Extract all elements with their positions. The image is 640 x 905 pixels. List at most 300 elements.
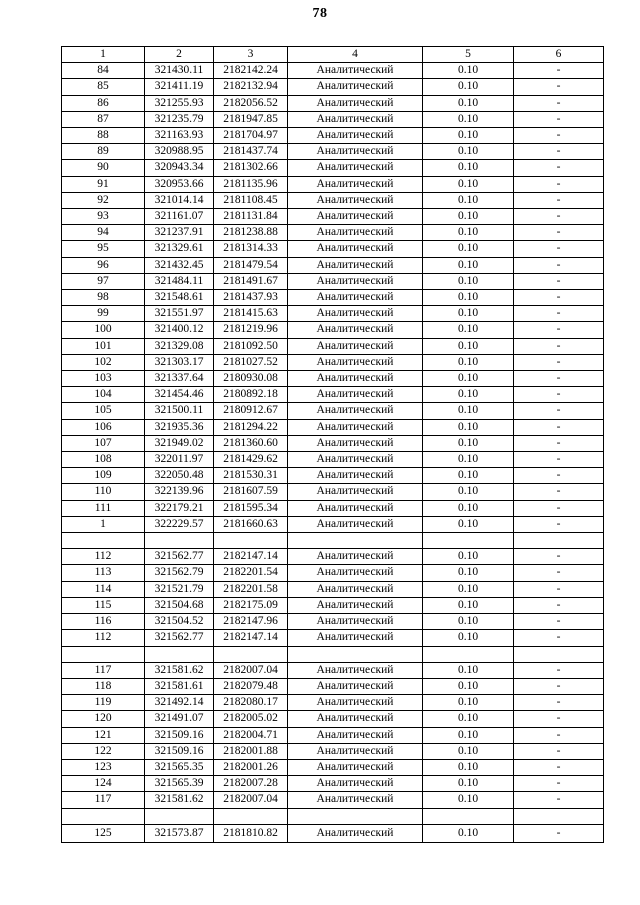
- table-cell: 0.10: [423, 225, 514, 241]
- table-cell: Аналитический: [288, 273, 423, 289]
- table-cell: 321411.19: [145, 79, 214, 95]
- table-cell: 321581.62: [145, 792, 214, 808]
- table-cell: 321491.07: [145, 711, 214, 727]
- table-cell-empty: [145, 533, 214, 549]
- table-cell: 2182175.09: [214, 597, 288, 613]
- table-cell: Аналитический: [288, 792, 423, 808]
- table-cell: 2181437.93: [214, 290, 288, 306]
- table-cell: 0.10: [423, 500, 514, 516]
- column-header: 4: [288, 47, 423, 63]
- table-cell-empty: [514, 533, 604, 549]
- table-cell: 2181660.63: [214, 516, 288, 532]
- table-cell: 92: [62, 192, 145, 208]
- table-cell: 0.10: [423, 354, 514, 370]
- table-cell: Аналитический: [288, 257, 423, 273]
- table-cell: 0.10: [423, 322, 514, 338]
- table-cell: 110: [62, 484, 145, 500]
- table-cell: Аналитический: [288, 711, 423, 727]
- table-cell: -: [514, 338, 604, 354]
- table-cell: 321548.61: [145, 290, 214, 306]
- table-cell: 321235.79: [145, 111, 214, 127]
- table-cell-empty: [145, 646, 214, 662]
- table-cell: 115: [62, 597, 145, 613]
- table-cell: 102: [62, 354, 145, 370]
- table-cell: 321237.91: [145, 225, 214, 241]
- table-cell: 2181607.59: [214, 484, 288, 500]
- table-cell: -: [514, 160, 604, 176]
- table-row: [62, 338, 604, 354]
- table-cell: 321562.77: [145, 630, 214, 646]
- page-number: 78: [312, 6, 328, 21]
- table-cell: 104: [62, 387, 145, 403]
- table-cell: 0.10: [423, 711, 514, 727]
- table-separator-row: [62, 808, 604, 824]
- table-cell: -: [514, 290, 604, 306]
- table-cell: 322179.21: [145, 500, 214, 516]
- table-cell-empty: [288, 533, 423, 549]
- table-cell: 0.10: [423, 290, 514, 306]
- table-cell: Аналитический: [288, 581, 423, 597]
- table-cell: Аналитический: [288, 776, 423, 792]
- table-cell: 321329.61: [145, 241, 214, 257]
- table-cell: 112: [62, 549, 145, 565]
- table-cell: 112: [62, 630, 145, 646]
- table-cell: -: [514, 111, 604, 127]
- table-cell-empty: [423, 808, 514, 824]
- table-cell: 321565.39: [145, 776, 214, 792]
- table-cell: 98: [62, 290, 145, 306]
- table-cell: 0.10: [423, 678, 514, 694]
- table-cell: -: [514, 354, 604, 370]
- table-separator-row: [62, 533, 604, 549]
- table-row: [62, 371, 604, 387]
- table-row: [62, 500, 604, 516]
- table-cell: 0.10: [423, 387, 514, 403]
- table-cell: 2182080.17: [214, 695, 288, 711]
- table-cell: 321504.52: [145, 614, 214, 630]
- table-cell: 119: [62, 695, 145, 711]
- table-cell: 0.10: [423, 371, 514, 387]
- table-cell: 113: [62, 565, 145, 581]
- table-row: [62, 354, 604, 370]
- table-cell: 88: [62, 128, 145, 144]
- table-row: [62, 630, 604, 646]
- table-cell: 322229.57: [145, 516, 214, 532]
- table-cell: 85: [62, 79, 145, 95]
- table-cell: 124: [62, 776, 145, 792]
- table-cell: 0.10: [423, 614, 514, 630]
- table-cell: 321432.45: [145, 257, 214, 273]
- table-cell: -: [514, 792, 604, 808]
- table-cell: 111: [62, 500, 145, 516]
- table-cell: 320988.95: [145, 144, 214, 160]
- table-cell: -: [514, 225, 604, 241]
- table-cell: 2182005.02: [214, 711, 288, 727]
- table-cell: 93: [62, 209, 145, 225]
- table-cell: 321337.64: [145, 371, 214, 387]
- table-cell: 321504.68: [145, 597, 214, 613]
- table-cell: Аналитический: [288, 95, 423, 111]
- table-cell: 321509.16: [145, 743, 214, 759]
- table-cell: -: [514, 516, 604, 532]
- table-cell: 321581.61: [145, 678, 214, 694]
- table-cell: 321014.14: [145, 192, 214, 208]
- table-row: [62, 225, 604, 241]
- table-header-row: [62, 47, 604, 63]
- table-cell: 2181135.96: [214, 176, 288, 192]
- table-cell: 0.10: [423, 581, 514, 597]
- table-cell: -: [514, 662, 604, 678]
- table-row: [62, 419, 604, 435]
- table-cell: 0.10: [423, 727, 514, 743]
- table-cell: 84: [62, 63, 145, 79]
- table-cell: Аналитический: [288, 128, 423, 144]
- table-cell: 95: [62, 241, 145, 257]
- table-cell: 0.10: [423, 144, 514, 160]
- table-cell: -: [514, 387, 604, 403]
- table-cell: 2181415.63: [214, 306, 288, 322]
- table-cell: 2180892.18: [214, 387, 288, 403]
- table-cell: Аналитический: [288, 192, 423, 208]
- table-cell: 105: [62, 403, 145, 419]
- table-cell: -: [514, 565, 604, 581]
- table-cell: 0.10: [423, 95, 514, 111]
- table-cell: 117: [62, 792, 145, 808]
- column-header: 3: [214, 47, 288, 63]
- table-cell: -: [514, 581, 604, 597]
- table-row: [62, 597, 604, 613]
- table-cell-empty: [214, 533, 288, 549]
- table-row: [62, 209, 604, 225]
- table-cell: 321521.79: [145, 581, 214, 597]
- table-cell: -: [514, 500, 604, 516]
- table-cell: 2181302.66: [214, 160, 288, 176]
- table-cell: 321562.77: [145, 549, 214, 565]
- table-cell: 2181314.33: [214, 241, 288, 257]
- table-cell: -: [514, 743, 604, 759]
- table-cell: -: [514, 695, 604, 711]
- table-cell: 0.10: [423, 306, 514, 322]
- table-cell: 0.10: [423, 792, 514, 808]
- table-cell: 321565.35: [145, 759, 214, 775]
- table-cell: 2182147.14: [214, 630, 288, 646]
- table-cell: -: [514, 727, 604, 743]
- table-cell: 0.10: [423, 192, 514, 208]
- table-cell: 97: [62, 273, 145, 289]
- table-cell: Аналитический: [288, 209, 423, 225]
- table-cell: -: [514, 419, 604, 435]
- table-cell: 109: [62, 468, 145, 484]
- table-cell-empty: [145, 808, 214, 824]
- table-cell: 106: [62, 419, 145, 435]
- table-cell: Аналитический: [288, 306, 423, 322]
- table-row: [62, 241, 604, 257]
- table-cell: 2181530.31: [214, 468, 288, 484]
- table-cell: Аналитический: [288, 290, 423, 306]
- table-cell: -: [514, 257, 604, 273]
- table-row: [62, 403, 604, 419]
- table-cell: 87: [62, 111, 145, 127]
- table-cell: Аналитический: [288, 824, 423, 842]
- table-row: [62, 290, 604, 306]
- table-cell: 0.10: [423, 209, 514, 225]
- table-row: [62, 176, 604, 192]
- table-cell: -: [514, 144, 604, 160]
- table-row: [62, 565, 604, 581]
- table-cell: 0.10: [423, 743, 514, 759]
- table-cell: Аналитический: [288, 111, 423, 127]
- table-cell: 2181947.85: [214, 111, 288, 127]
- table-cell: 0.10: [423, 63, 514, 79]
- table-cell: 90: [62, 160, 145, 176]
- table-row: [62, 387, 604, 403]
- table-cell: 94: [62, 225, 145, 241]
- table-cell: Аналитический: [288, 160, 423, 176]
- table-cell: Аналитический: [288, 63, 423, 79]
- column-header: 2: [145, 47, 214, 63]
- table-cell: -: [514, 630, 604, 646]
- table-cell: -: [514, 759, 604, 775]
- table-cell: 114: [62, 581, 145, 597]
- table-row: [62, 160, 604, 176]
- column-header: 1: [62, 47, 145, 63]
- table-cell: 2181479.54: [214, 257, 288, 273]
- table-cell-empty: [214, 646, 288, 662]
- table-cell: 0.10: [423, 111, 514, 127]
- table-cell: 0.10: [423, 549, 514, 565]
- table-cell: 123: [62, 759, 145, 775]
- table-row: [62, 792, 604, 808]
- table-row: [62, 776, 604, 792]
- table-cell: 0.10: [423, 565, 514, 581]
- table-cell: 321161.07: [145, 209, 214, 225]
- table-cell: 2182201.58: [214, 581, 288, 597]
- table-cell: Аналитический: [288, 354, 423, 370]
- table-cell: -: [514, 824, 604, 842]
- table-cell: Аналитический: [288, 225, 423, 241]
- table-cell: 321492.14: [145, 695, 214, 711]
- table-row: [62, 192, 604, 208]
- table-cell: 125: [62, 824, 145, 842]
- table-cell: -: [514, 241, 604, 257]
- table-cell: -: [514, 128, 604, 144]
- table-cell: Аналитический: [288, 371, 423, 387]
- table-row: [62, 452, 604, 468]
- table-cell: Аналитический: [288, 435, 423, 451]
- table-cell: Аналитический: [288, 695, 423, 711]
- table-cell-empty: [214, 808, 288, 824]
- table-cell: 2181294.22: [214, 419, 288, 435]
- table-cell: Аналитический: [288, 565, 423, 581]
- table-cell: Аналитический: [288, 144, 423, 160]
- table-cell: 2181219.96: [214, 322, 288, 338]
- table-cell: -: [514, 192, 604, 208]
- table-cell-empty: [514, 808, 604, 824]
- table-cell: 0.10: [423, 176, 514, 192]
- table-cell: 0.10: [423, 79, 514, 95]
- table-cell: 0.10: [423, 630, 514, 646]
- table-cell: Аналитический: [288, 549, 423, 565]
- table-cell: -: [514, 776, 604, 792]
- table-cell: 101: [62, 338, 145, 354]
- table-cell: 96: [62, 257, 145, 273]
- table-cell: Аналитический: [288, 452, 423, 468]
- table-body: [62, 63, 604, 843]
- table-cell: 2182004.71: [214, 727, 288, 743]
- table-cell: -: [514, 468, 604, 484]
- table-cell: 0.10: [423, 160, 514, 176]
- table-cell: 0.10: [423, 452, 514, 468]
- table-cell: 321484.11: [145, 273, 214, 289]
- table-cell: 86: [62, 95, 145, 111]
- table-cell: 0.10: [423, 759, 514, 775]
- table-row: [62, 306, 604, 322]
- table-cell: Аналитический: [288, 743, 423, 759]
- table-cell: 121: [62, 727, 145, 743]
- table-cell: 2181595.34: [214, 500, 288, 516]
- table-cell: -: [514, 549, 604, 565]
- table-cell: 2181491.67: [214, 273, 288, 289]
- table-cell: -: [514, 322, 604, 338]
- table-cell: Аналитический: [288, 727, 423, 743]
- table-cell: 321163.93: [145, 128, 214, 144]
- table-row: [62, 695, 604, 711]
- table-cell: 2182142.24: [214, 63, 288, 79]
- table-cell: 1: [62, 516, 145, 532]
- table-cell: 322011.97: [145, 452, 214, 468]
- table-row: [62, 759, 604, 775]
- table-cell: 0.10: [423, 776, 514, 792]
- table-cell: 0.10: [423, 435, 514, 451]
- table-cell: 322050.48: [145, 468, 214, 484]
- table-cell: 2181092.50: [214, 338, 288, 354]
- table-cell: Аналитический: [288, 241, 423, 257]
- table-cell-empty: [423, 646, 514, 662]
- table-row: [62, 727, 604, 743]
- table-cell: 99: [62, 306, 145, 322]
- coordinates-table: [61, 46, 604, 843]
- table-row: [62, 678, 604, 694]
- table-row: [62, 824, 604, 842]
- table-cell: -: [514, 176, 604, 192]
- table-row: [62, 111, 604, 127]
- table-cell: -: [514, 452, 604, 468]
- table-cell: 117: [62, 662, 145, 678]
- table-cell: 2181108.45: [214, 192, 288, 208]
- table-cell: Аналитический: [288, 630, 423, 646]
- table-cell: Аналитический: [288, 176, 423, 192]
- table-cell: Аналитический: [288, 516, 423, 532]
- table-cell: 89: [62, 144, 145, 160]
- table-cell: 2181429.62: [214, 452, 288, 468]
- table-row: [62, 322, 604, 338]
- table-cell: 91: [62, 176, 145, 192]
- table-cell: 320953.66: [145, 176, 214, 192]
- table-cell: -: [514, 306, 604, 322]
- table-cell: 0.10: [423, 695, 514, 711]
- table-cell: 2181704.97: [214, 128, 288, 144]
- table-separator-row: [62, 646, 604, 662]
- table-cell: 0.10: [423, 597, 514, 613]
- table-cell: -: [514, 614, 604, 630]
- table-cell: 2181238.88: [214, 225, 288, 241]
- table-cell: Аналитический: [288, 484, 423, 500]
- table-cell: 321509.16: [145, 727, 214, 743]
- table-cell: 2181437.74: [214, 144, 288, 160]
- table-cell: Аналитический: [288, 468, 423, 484]
- table-cell: 120: [62, 711, 145, 727]
- table-cell: 322139.96: [145, 484, 214, 500]
- table-cell: Аналитический: [288, 322, 423, 338]
- table-cell: 2180912.67: [214, 403, 288, 419]
- table-cell: 321454.46: [145, 387, 214, 403]
- table-cell: 116: [62, 614, 145, 630]
- table-cell: -: [514, 209, 604, 225]
- table-row: [62, 468, 604, 484]
- table-cell: 2182147.96: [214, 614, 288, 630]
- table-row: [62, 128, 604, 144]
- table-row: [62, 257, 604, 273]
- table-cell: 0.10: [423, 403, 514, 419]
- table-cell: -: [514, 371, 604, 387]
- table-cell: 0.10: [423, 338, 514, 354]
- table-cell: Аналитический: [288, 338, 423, 354]
- table-cell: 321581.62: [145, 662, 214, 678]
- table-row: [62, 581, 604, 597]
- table-cell: -: [514, 597, 604, 613]
- table-cell: 321551.97: [145, 306, 214, 322]
- table-cell: 0.10: [423, 662, 514, 678]
- table-cell: Аналитический: [288, 79, 423, 95]
- table-cell: 118: [62, 678, 145, 694]
- table-row: [62, 63, 604, 79]
- table-cell: 0.10: [423, 484, 514, 500]
- table-cell: -: [514, 678, 604, 694]
- table-cell: -: [514, 79, 604, 95]
- table-cell: Аналитический: [288, 614, 423, 630]
- table-row: [62, 662, 604, 678]
- table-cell: 0.10: [423, 468, 514, 484]
- table-cell: 0.10: [423, 257, 514, 273]
- table-row: [62, 273, 604, 289]
- table-cell: 2182079.48: [214, 678, 288, 694]
- table-cell-empty: [288, 646, 423, 662]
- table-cell: 2181360.60: [214, 435, 288, 451]
- table-cell: Аналитический: [288, 387, 423, 403]
- table-row: [62, 95, 604, 111]
- table-cell: 321562.79: [145, 565, 214, 581]
- table-cell: -: [514, 711, 604, 727]
- table-cell: 0.10: [423, 516, 514, 532]
- table-cell: 0.10: [423, 824, 514, 842]
- table-cell: 321430.11: [145, 63, 214, 79]
- table-row: [62, 743, 604, 759]
- table-cell: 2181027.52: [214, 354, 288, 370]
- table-cell: -: [514, 273, 604, 289]
- table-cell: Аналитический: [288, 759, 423, 775]
- table-row: [62, 614, 604, 630]
- table-cell: 321500.11: [145, 403, 214, 419]
- table-cell: -: [514, 95, 604, 111]
- table-row: [62, 549, 604, 565]
- table-cell: 320943.34: [145, 160, 214, 176]
- table-cell: 108: [62, 452, 145, 468]
- table-cell: 2182007.04: [214, 662, 288, 678]
- table-cell: -: [514, 63, 604, 79]
- table-row: [62, 435, 604, 451]
- table-cell-empty: [62, 646, 145, 662]
- table-row: [62, 711, 604, 727]
